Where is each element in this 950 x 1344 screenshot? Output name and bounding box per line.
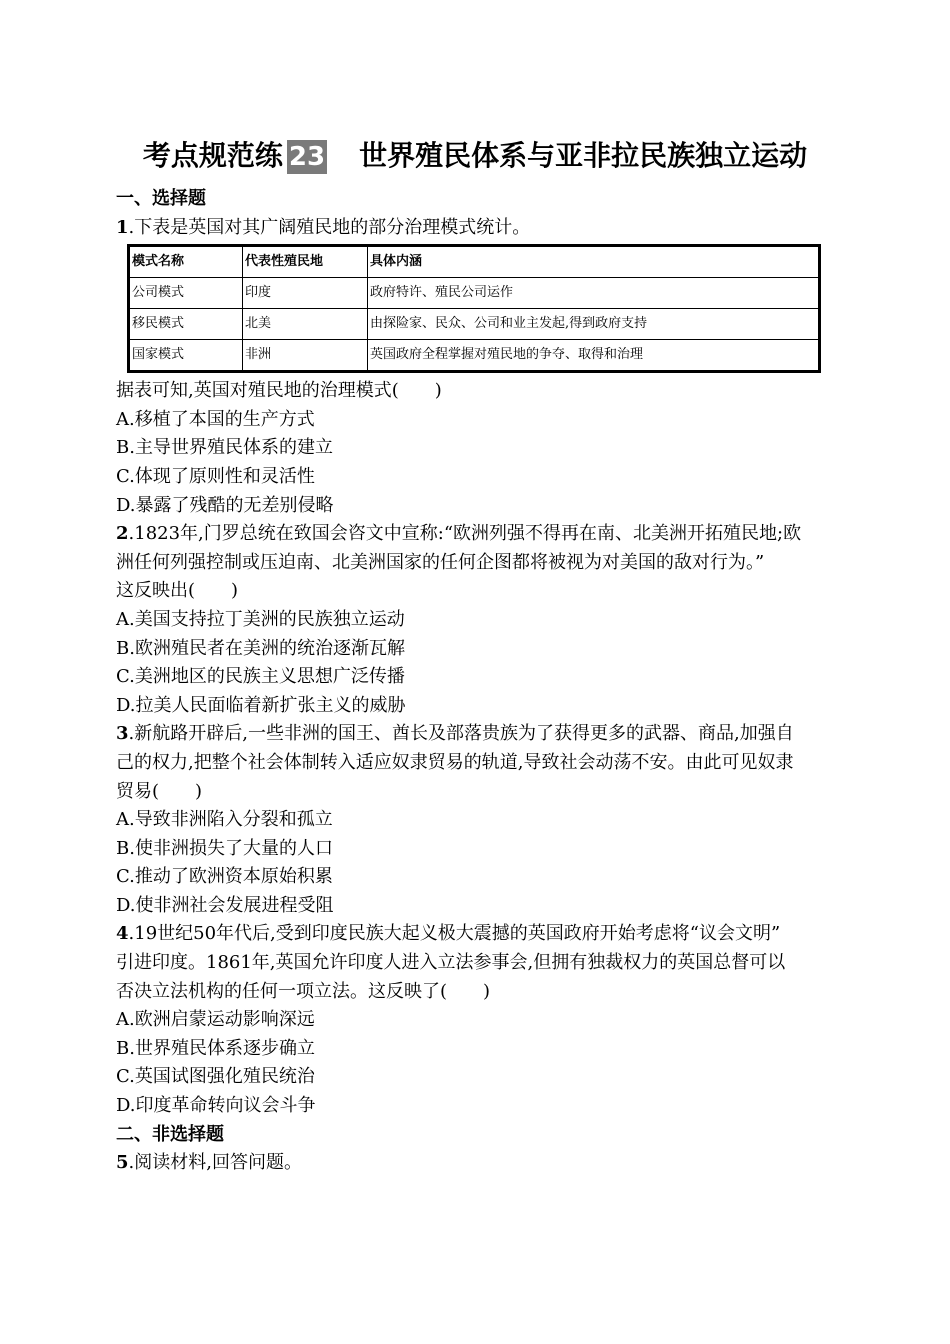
option-b: B.欧洲殖民者在美洲的统治逐渐瓦解 [116,637,405,659]
question-text: .19世纪50年代后,受到印度民族大起义极大震撼的英国政府开始考虑将“议会文明” [128,923,781,945]
option-d: D.拉美人民面临着新扩张主义的威胁 [116,694,406,716]
table-cell: 移民模式 [129,309,243,340]
question-text: .新航路开辟后,一些非洲的国王、酋长及部落贵族为了获得更多的武器、商品,加强自 [128,723,794,745]
option-b: B.世界殖民体系逐步确立 [116,1037,315,1059]
option-a: A.导致非洲陷入分裂和孤立 [116,809,333,831]
question-5-stem [116,1149,836,1178]
table-cell: 非洲 [243,340,368,372]
question-number: 2 [116,523,129,545]
option-a: A.欧洲启蒙运动影响深远 [116,1009,315,1031]
table-header-cell: 具体内涵 [368,246,820,278]
question-text: .阅读材料,回答问题。 [128,1152,302,1174]
option-b: B.主导世界殖民体系的建立 [116,437,333,459]
table-cell: 英国政府全程掌握对殖民地的争夺、取得和治理 [368,340,820,372]
option-c: C.美洲地区的民族主义思想广泛传播 [116,666,405,688]
option-c: C.推动了欧洲资本原始积累 [116,866,333,888]
document-body [116,185,836,1178]
section-heading-nonchoice: 二、非选择题 [116,1123,224,1145]
table-header-row [129,246,820,278]
question-text: .下表是英国对其广阔殖民地的部分治理模式统计。 [128,216,531,238]
option-a: A.移植了本国的生产方式 [116,408,315,430]
question-4-stem-line: 否决立法机构的任何一项立法。这反映了( ) [116,980,491,1002]
question-number: 3 [116,723,129,745]
question-text: .1823年,门罗总统在致国会咨文中宣称:“欧洲列强不得再在南、北美洲开拓殖民地;欧 [128,523,802,545]
table-row [129,309,820,340]
table-cell: 印度 [243,278,368,309]
table-cell: 公司模式 [129,278,243,309]
section-heading-choice: 一、选择题 [116,188,206,209]
option-d: D.暴露了残酷的无差别侵略 [116,494,334,516]
question-2-stem-line: 洲任何列强控制或压迫南、北美洲国家的任何企图都将被视为对美国的敌对行为。” [116,551,765,573]
governance-model-table [127,244,821,373]
question-number: 1 [116,216,129,238]
exercise-number-badge: 23 [288,142,326,172]
table-cell: 由探险家、民众、公司和业主发起,得到政府支持 [368,309,820,340]
question-number: 5 [116,1152,129,1174]
page-title [0,136,950,176]
question-3-stem-line: 己的权力,把整个社会体制转入适应奴隶贸易的轨道,导致社会动荡不安。由此可见奴隶 [116,751,794,773]
table-row [129,278,820,309]
title-subject: 世界殖民体系与亚非拉民族独立运动 [359,139,808,172]
question-4-stem-line: 引进印度。1861年,英国允许印度人进入立法参事会,但拥有独裁权力的英国总督可以 [116,952,786,974]
question-2-stem-line: 这反映出( ) [116,580,239,602]
question-3-stem-line: 贸易( ) [116,780,203,802]
question-2-stem-line [116,520,836,549]
question-3-stem-line [116,720,836,749]
question-number: 4 [116,923,129,945]
option-c: C.体现了原则性和灵活性 [116,465,315,487]
question-1-stem [116,214,836,243]
table-cell: 北美 [243,309,368,340]
option-a: A.美国支持拉丁美洲的民族独立运动 [116,608,405,630]
table-cell: 政府特许、殖民公司运作 [368,278,820,309]
option-c: C.英国试图强化殖民统治 [116,1066,315,1088]
question-1-after-table: 据表可知,英国对殖民地的治理模式( ) [116,380,442,402]
title-prefix: 考点规范练 [142,139,283,172]
option-d: D.印度革命转向议会斗争 [116,1095,316,1117]
table-header-cell: 模式名称 [129,246,243,278]
option-b: B.使非洲损失了大量的人口 [116,837,333,859]
table-cell: 国家模式 [129,340,243,372]
table-row [129,340,820,372]
option-d: D.使非洲社会发展进程受阻 [116,894,334,916]
question-4-stem-line [116,920,836,949]
table-header-cell: 代表性殖民地 [243,246,368,278]
